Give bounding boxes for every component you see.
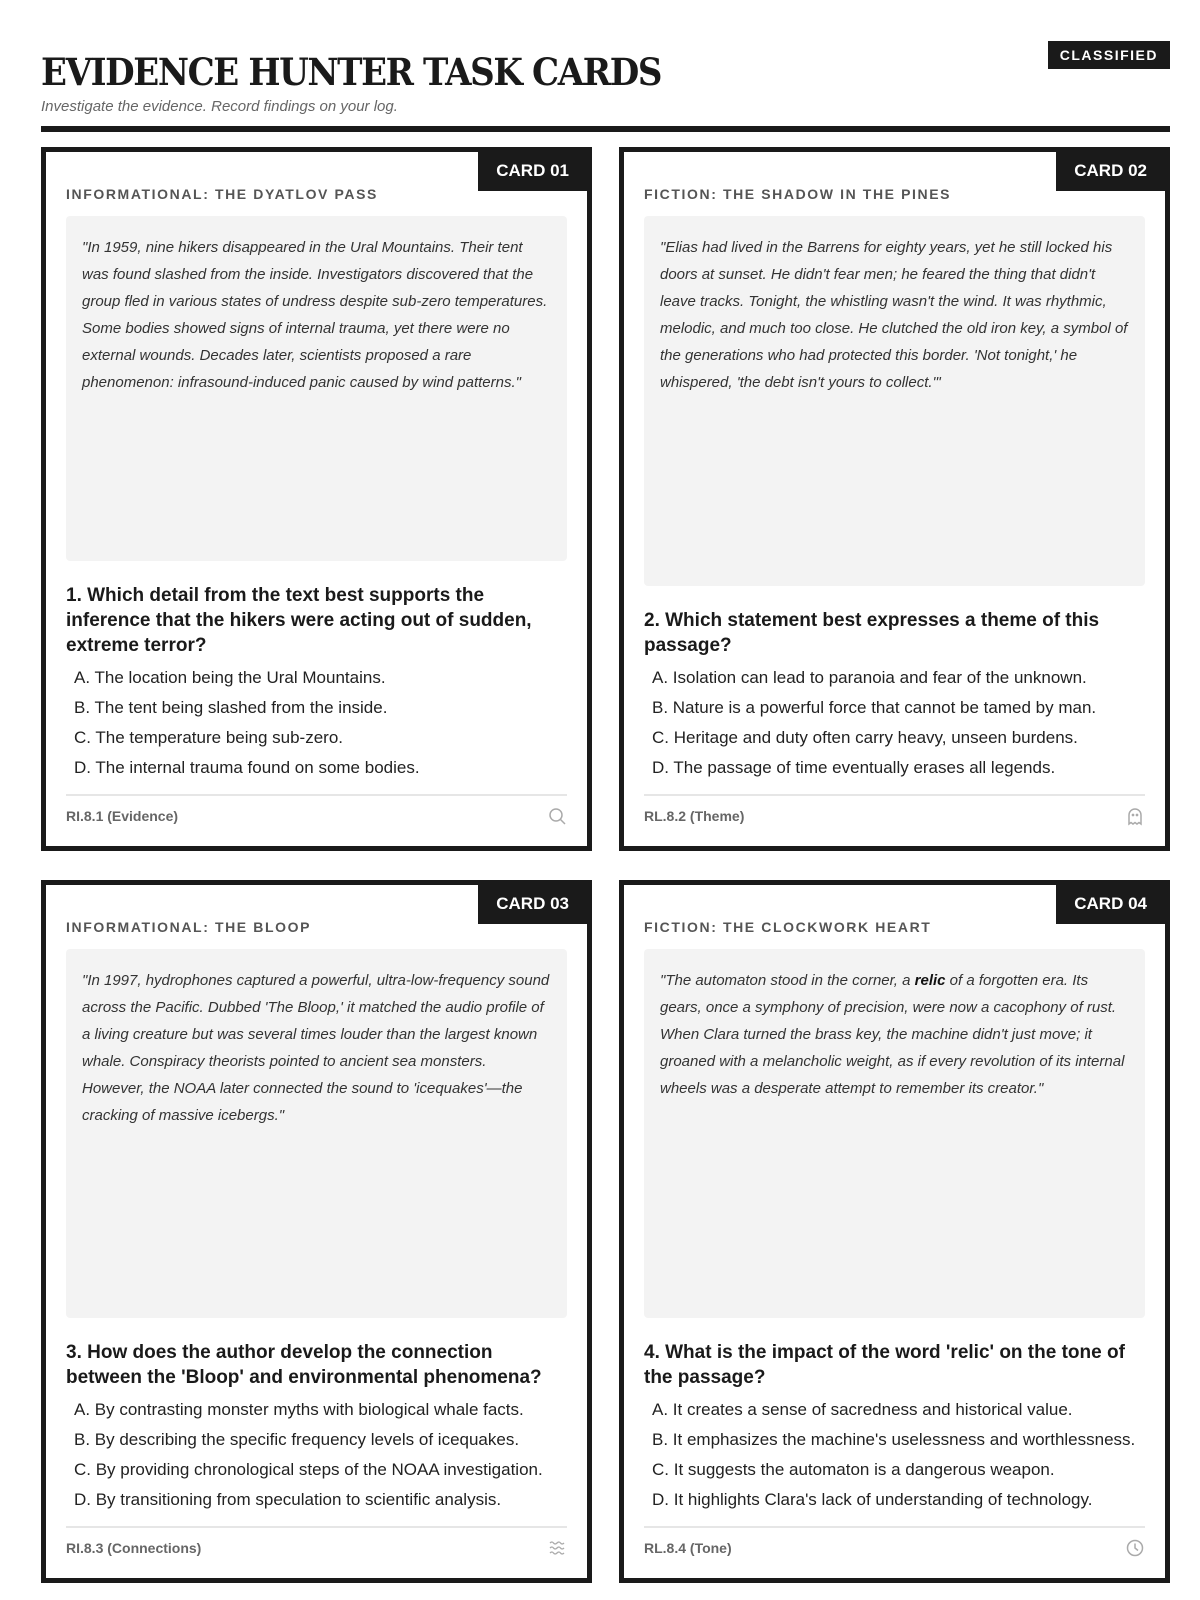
question: 4. What is the impact of the word 'relic' on the tone of the passage? — [644, 1342, 1125, 1388]
answer-option[interactable]: A. It creates a sense of sacredness and historical value. — [652, 1400, 1073, 1419]
task-card-3 — [41, 880, 592, 1583]
answer-options — [644, 1396, 1145, 1516]
answer-options — [66, 1396, 567, 1516]
answer-option[interactable]: D. It highlights Clara's lack of understanding of technology. — [652, 1490, 1093, 1509]
page-title: EVIDENCE HUNTER TASK CARDS — [41, 50, 662, 94]
answer-option[interactable]: A. By contrasting monster myths with biological whale facts. — [74, 1400, 524, 1419]
answer-option[interactable]: D. The internal trauma found on some bodies. — [74, 758, 420, 777]
card-footer — [644, 794, 1145, 826]
card-category: FICTION: THE SHADOW IN THE PINES — [644, 186, 952, 202]
card-category: FICTION: THE CLOCKWORK HEART — [644, 919, 932, 935]
answer-option[interactable]: D. By transitioning from speculation to scientific analysis. — [74, 1490, 502, 1509]
standard-label: RL.8.2 (Theme) — [644, 808, 745, 824]
task-card-grid — [41, 147, 1170, 1583]
passage-text: "The automaton stood in the corner, a — [660, 972, 915, 989]
passage: "In 1959, nine hikers disappeared in the Ural Mountains. Their tent was found slashed from the inside. Investigators discovered that the group fled in various states of undress despite sub-zero temperatures. Some bodies showed signs of internal trauma, yet there were no external wounds. Decades later, scientists proposed a rare phenomenon: infrasound-induced panic caused by wind patterns." — [66, 216, 567, 561]
card-category: INFORMATIONAL: THE DYATLOV PASS — [66, 186, 378, 202]
card-footer — [66, 794, 567, 826]
answer-option[interactable]: A. The location being the Ural Mountains. — [74, 668, 386, 687]
highlighted-word: relic — [914, 972, 946, 989]
question: 3. How does the author develop the connection between the 'Bloop' and environmental phenomena? — [66, 1342, 542, 1388]
question: 1. Which detail from the text best supports the inference that the hikers were acting out of sudden, extreme terror? — [66, 585, 532, 656]
waves-icon — [547, 1538, 567, 1558]
card-category: INFORMATIONAL: THE BLOOP — [66, 919, 312, 935]
passage-text: of a forgotten era. Its gears, once a symphony of precision, were now a cacophony of rust. When Clara turned the brass key, the machine didn't just move; it groaned with a melancholic weight, as if every revolution of its internal wheels was a desperate attempt to remember its creator." — [660, 972, 1125, 1097]
answer-option[interactable]: A. Isolation can lead to paranoia and fear of the unknown. — [652, 668, 1087, 687]
card-number-badge: CARD 01 — [478, 152, 587, 191]
answer-option[interactable]: C. By providing chronological steps of the NOAA investigation. — [74, 1460, 543, 1479]
classified-badge: CLASSIFIED — [1048, 41, 1170, 69]
page-header — [41, 40, 1170, 132]
task-card-1 — [41, 147, 592, 851]
answer-options — [66, 664, 567, 784]
answer-option[interactable]: B. By describing the specific frequency levels of icequakes. — [74, 1430, 520, 1449]
search-icon — [547, 806, 567, 826]
task-card-2 — [619, 147, 1170, 851]
card-footer — [644, 1526, 1145, 1558]
answer-options — [644, 664, 1145, 784]
answer-option[interactable]: B. It emphasizes the machine's uselessness and worthlessness. — [652, 1430, 1136, 1449]
ghost-icon — [1125, 806, 1145, 826]
card-number-badge: CARD 03 — [478, 885, 587, 924]
passage: "Elias had lived in the Barrens for eighty years, yet he still locked his doors at sunset. He didn't fear men; he feared the thing that didn't leave tracks. Tonight, the whistling wasn't the wind. It was rhythmic, melodic, and much too close. He clutched the old iron key, a symbol of the generations who had protected this border. 'Not tonight,' he whispered, 'the debt isn't yours to collect.'" — [644, 216, 1145, 586]
answer-option[interactable]: B. Nature is a powerful force that cannot be tamed by man. — [652, 698, 1097, 717]
standard-label: RI.8.1 (Evidence) — [66, 808, 179, 824]
standard-label: RI.8.3 (Connections) — [66, 1540, 202, 1556]
answer-option[interactable]: C. It suggests the automaton is a dangerous weapon. — [652, 1460, 1055, 1479]
passage — [644, 949, 1145, 1318]
clock-icon — [1125, 1538, 1145, 1558]
card-number-badge: CARD 04 — [1056, 885, 1165, 924]
card-footer — [66, 1526, 567, 1558]
standard-label: RL.8.4 (Tone) — [644, 1540, 732, 1556]
passage: "In 1997, hydrophones captured a powerful, ultra-low-frequency sound across the Pacific. Dubbed 'The Bloop,' it matched the audio profile of a living creature but was several times louder than the largest known whale. Conspiracy theorists pointed to ancient sea monsters. However, the NOAA later connected the sound to 'icequakes'—the cracking of massive icebergs." — [66, 949, 567, 1318]
answer-option[interactable]: D. The passage of time eventually erases all legends. — [652, 758, 1056, 777]
question: 2. Which statement best expresses a theme of this passage? — [644, 610, 1100, 656]
answer-option[interactable]: C. Heritage and duty often carry heavy, unseen burdens. — [652, 728, 1078, 747]
task-card-4 — [619, 880, 1170, 1583]
page-subtitle: Investigate the evidence. Record findings on your log. — [41, 98, 398, 115]
answer-option[interactable]: B. The tent being slashed from the inside. — [74, 698, 388, 717]
answer-option[interactable]: C. The temperature being sub-zero. — [74, 728, 343, 747]
card-number-badge: CARD 02 — [1056, 152, 1165, 191]
